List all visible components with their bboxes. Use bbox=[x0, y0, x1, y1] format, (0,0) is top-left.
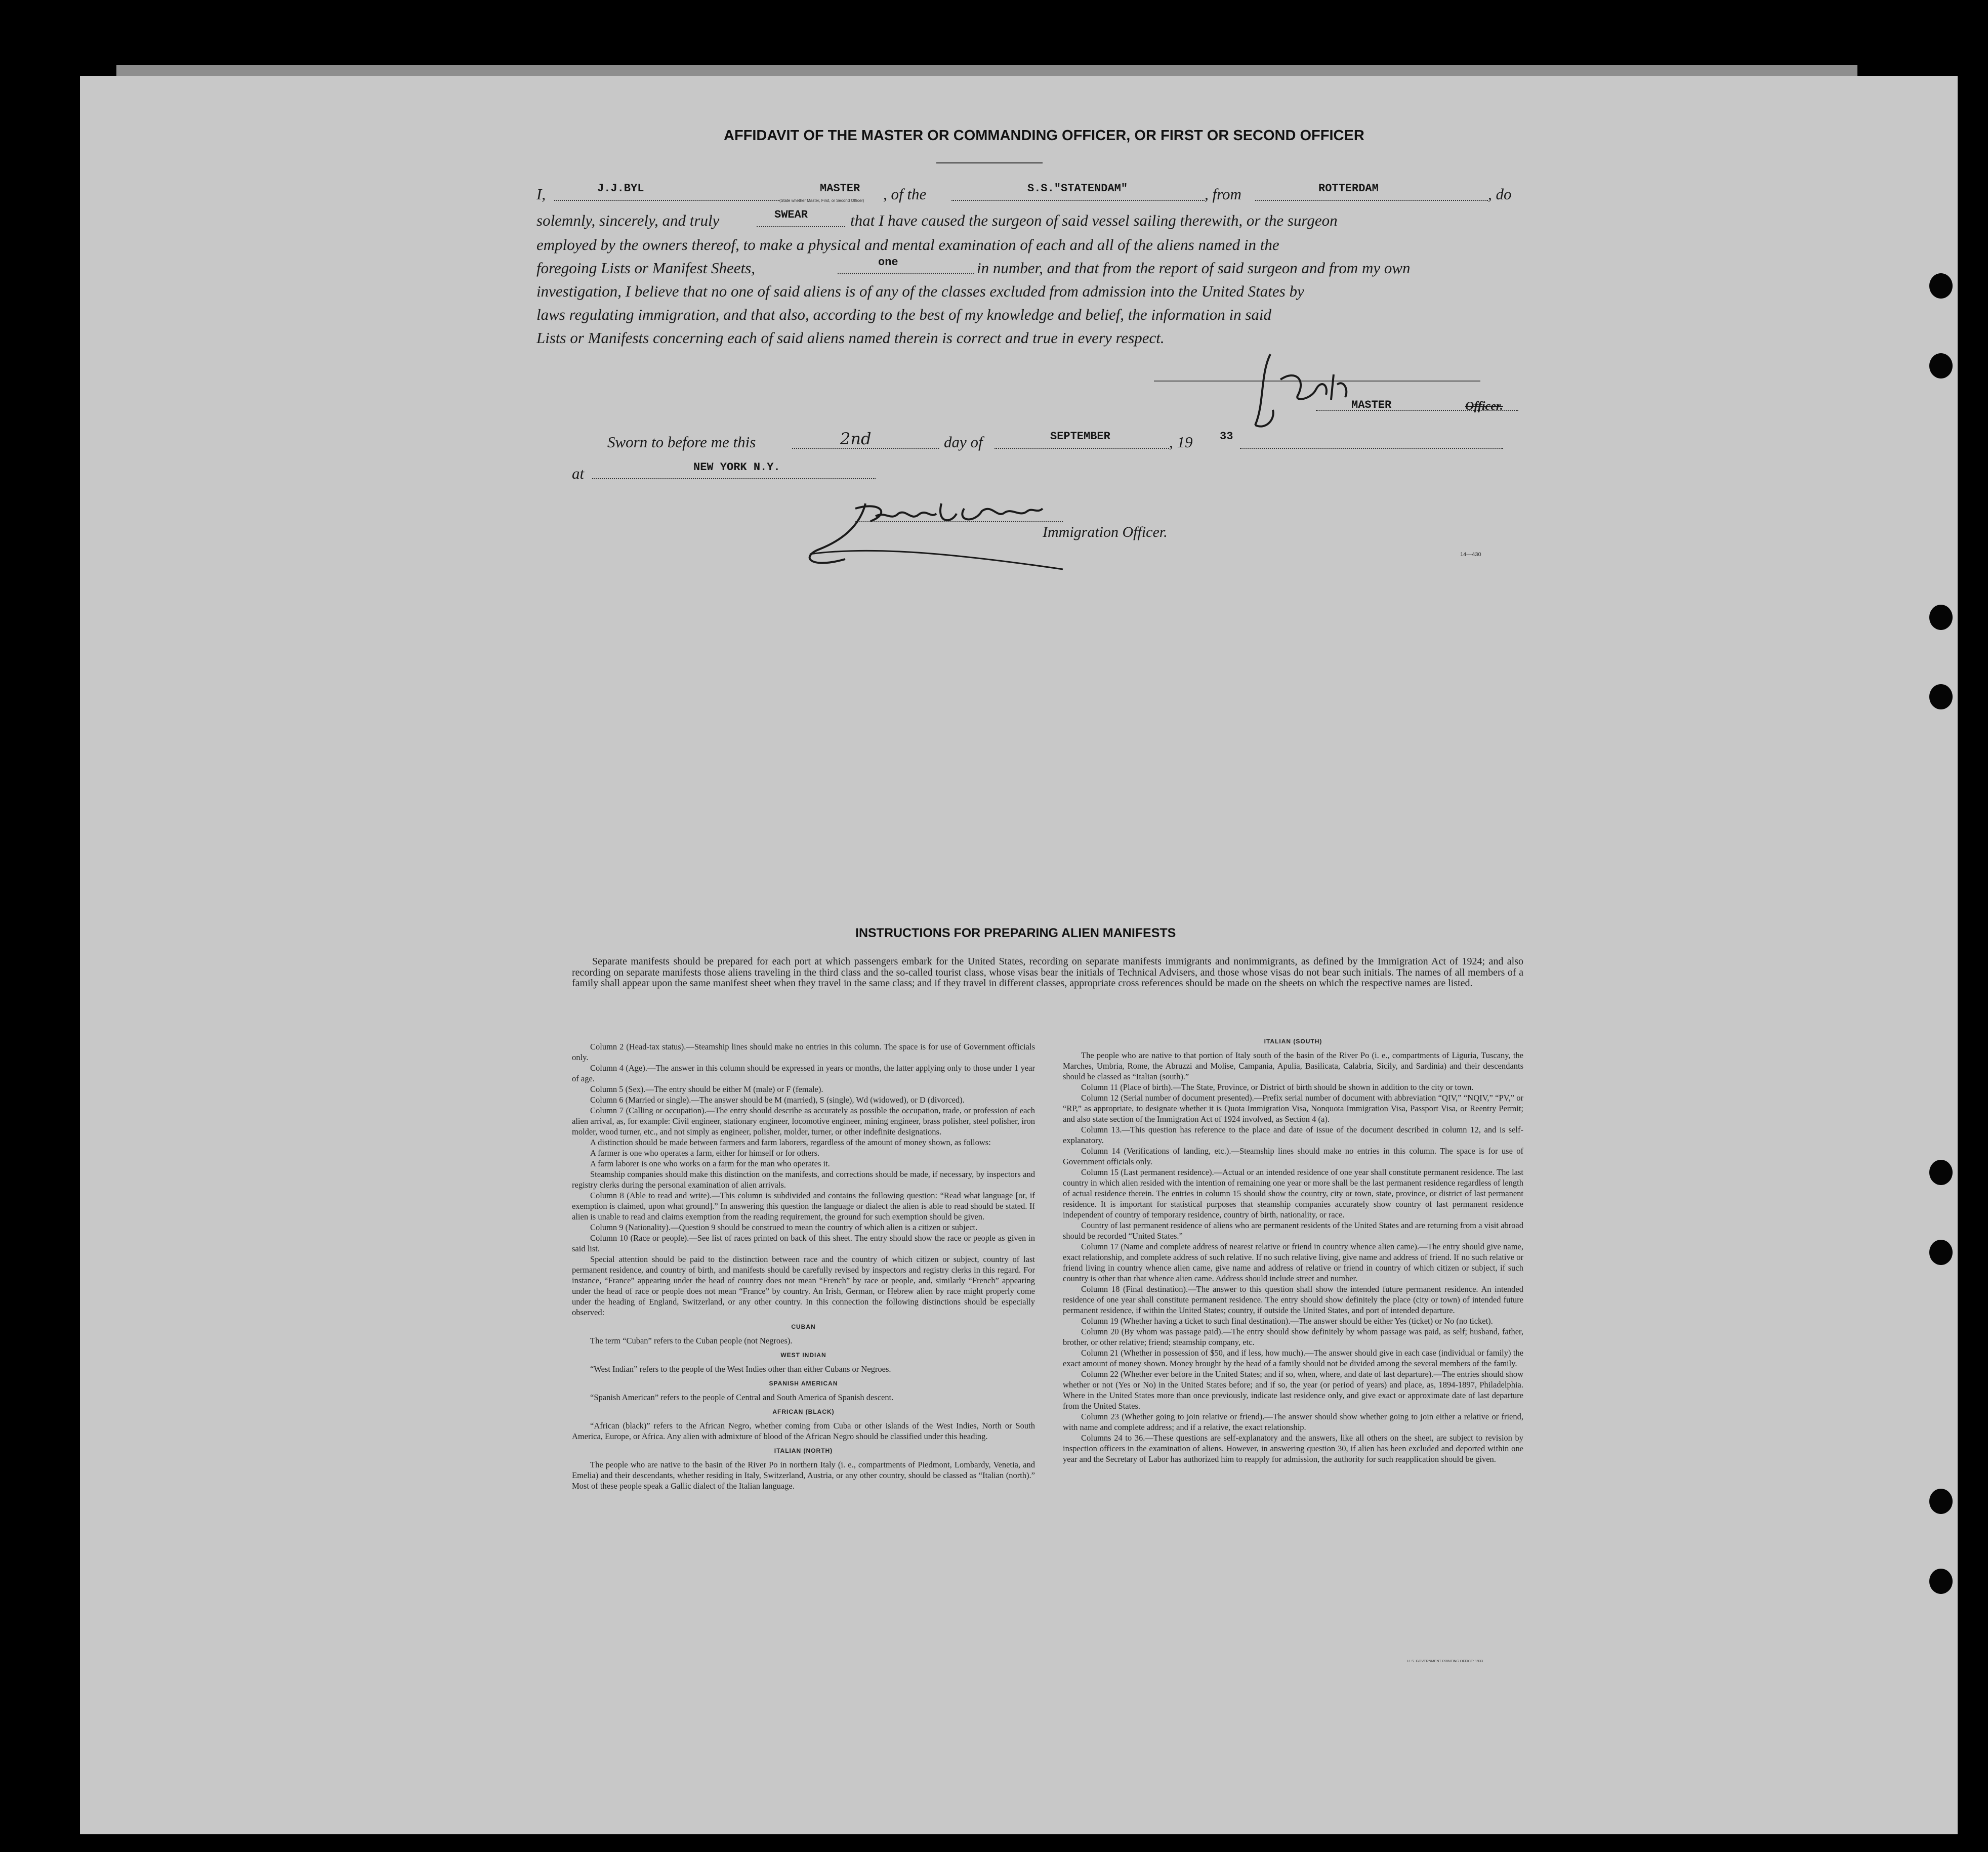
binder-hole bbox=[1929, 1240, 1953, 1265]
instruction-paragraph: A distinction should be made between farmers and farm laborers, regardless of the amount of money shown, as follows: bbox=[590, 1138, 991, 1147]
instruction-paragraph: Column 13.—This question has reference to the place and date of issue of the document described in column 12, and is self-explanatory. bbox=[1063, 1125, 1523, 1145]
instruction-paragraph: Column 20 (By whom was passage paid).—The entry should show definitely by whom passage was paid, as self; husband, father, brother, or other relative; friend; steamship company, etc. bbox=[1063, 1327, 1523, 1347]
master-rank: MASTER bbox=[820, 182, 860, 195]
sworn-year: 33 bbox=[1220, 430, 1233, 443]
binder-hole bbox=[1929, 605, 1953, 630]
race-heading: SPANISH AMERICAN bbox=[769, 1380, 838, 1387]
fill-line bbox=[554, 200, 779, 201]
day-of-label: day of bbox=[944, 433, 983, 451]
fill-line bbox=[951, 200, 1205, 201]
affidavit-title: AFFIDAVIT OF THE MASTER OR COMMANDING OFFICER, OR FIRST OR SECOND OFFICER bbox=[724, 128, 1364, 144]
line2-b: that I have caused the surgeon of said vessel sailing therewith, or the surgeon bbox=[850, 212, 1338, 229]
instruction-paragraph: Column 2 (Head-tax status).—Steamship lines should make no entries in this column. The space is for use of Government officials only. bbox=[572, 1042, 1035, 1062]
instruction-paragraph: Country of last permanent residence of aliens who are permanent residents of the United States and are returning from a visit abroad should be recorded “United States.” bbox=[1063, 1220, 1523, 1241]
departure-port: ROTTERDAM bbox=[1318, 182, 1379, 195]
signatory-title: MASTER bbox=[1351, 399, 1392, 411]
instruction-paragraph: Column 10 (Race or people).—See list of races printed on back of this sheet. The entry should show the race or people as given in said list. bbox=[572, 1233, 1035, 1253]
binder-hole bbox=[1929, 273, 1953, 299]
at-label: at bbox=[572, 465, 585, 482]
race-definition: “African (black)” refers to the African Negro, whether coming from Cuba or other islands of the West Indies, North or South America, Europe, or Africa. Any alien with admixture of blood of the African Negro should be classified under this heading. bbox=[572, 1421, 1035, 1441]
instruction-paragraph: Column 19 (Whether having a ticket to such final destination).—The answer should be either Yes (ticket) or No (no ticket). bbox=[1081, 1316, 1493, 1326]
instruction-paragraph: Column 11 (Place of birth).—The State, Province, or District of birth should be shown in addition to the city or town. bbox=[1081, 1082, 1474, 1092]
ship-name: S.S."STATENDAM" bbox=[1027, 182, 1128, 195]
instruction-paragraph: Column 7 (Calling or occupation).—The entry should describe as accurately as possible the occupation, trade, or profession of each alien arrival, as, for example: Civil engineer, stationary engineer, locomotive engineer, mining engineer, brass polisher, steel polisher, iron molder, wood turner, etc., and not simply as engineer, polisher, molder, turner, or other indefinite designations. bbox=[572, 1106, 1035, 1137]
line3: employed by the owners thereof, to make a physical and mental examination of each and all of the aliens named in the bbox=[536, 236, 1279, 254]
instructions-intro: Separate manifests should be prepared for each port at which passengers embark for the United States, recording on separate manifests immigrants and nonimmigrants, as defined by the Immigration Act of 1924; and also recording on separate manifests those aliens traveling in the third class and the so-called tourist class, whose visas bear the initials of Technical Advisers, and those whose visas do not bear such initials. The names of all members of a family shall appear upon the same manifest sheet when they travel in the same class; and if they travel in different classes, appropriate cross references should be made on the sheets on which the respective names are listed. bbox=[572, 956, 1523, 989]
instruction-paragraph: Column 17 (Name and complete address of nearest relative or friend in country whence alien came).—The entry should give name, exact relationship, and complete address of such relative. If no such relative living, give name and address of friend. If no such relative or friend living in country whence alien came, give name and address of relative or friend in country of which citizen or subject, if such country is other than that whence alien came. Address should include street and number. bbox=[1063, 1242, 1523, 1283]
oath-word: SWEAR bbox=[774, 208, 808, 221]
master-name: J.J.BYL bbox=[597, 182, 644, 195]
instruction-paragraph: Special attention should be paid to the distinction between race and the country of which citizen or subject, country of last permanent residence, and country of birth, and manifests should be carefully revised by inspectors and registry clerks in this regard. For instance, “France” appearing under the head of country does not mean “French” by race or people, and, similarly “French” appearing under the head of race or people does not mean “France” by country. An Irish, German, or Hebrew alien by race might properly come under the heading of England, Switzerland, or any other country. In this connection the following distinctions should be especially observed: bbox=[572, 1254, 1035, 1317]
top-edge-strip bbox=[116, 65, 1857, 77]
master-signature bbox=[1250, 344, 1372, 440]
instruction-paragraph: Column 4 (Age).—The answer in this column should be expressed in years or months, the latter applying only to those under 1 year of age. bbox=[572, 1063, 1035, 1083]
fill-line bbox=[1255, 200, 1488, 201]
instruction-paragraph: Column 21 (Whether in possession of $50, and if less, how much).—The answer should give in each case (individual or family) the exact amount of money shown. Money brought by the head of a family should not be divided among the several members of the family. bbox=[1063, 1348, 1523, 1368]
instructions-left-column bbox=[572, 1041, 1035, 1491]
fill-line bbox=[995, 448, 1169, 449]
instruction-paragraph: A farm laborer is one who works on a farm for the man who operates it. bbox=[590, 1159, 830, 1168]
officer-label: Officer. bbox=[1465, 400, 1503, 413]
race-heading: WEST INDIAN bbox=[780, 1352, 826, 1359]
line6: laws regulating immigration, and that also, according to the best of my knowledge and belief, the information in said bbox=[536, 306, 1272, 323]
sheet-count: one bbox=[878, 256, 898, 269]
i-label: I, bbox=[536, 185, 546, 203]
race-heading: ITALIAN (SOUTH) bbox=[1264, 1038, 1322, 1045]
race-definition: “Spanish American” refers to the people of Central and South America of Spanish descent. bbox=[590, 1393, 894, 1402]
binder-hole bbox=[1929, 1160, 1953, 1185]
instruction-paragraph: Column 6 (Married or single).—The answer should be M (married), S (single), Wd (widowed), or D (divorced). bbox=[590, 1095, 965, 1105]
race-heading: ITALIAN (NORTH) bbox=[774, 1447, 833, 1454]
instruction-paragraph: Column 18 (Final destination).—The answer to this question shall show the intended future permanent residence. An intended residence of one year shall constitute permanent residence. The entry should show definitely the place (city or town) of intended future permanent residence, if within the United States; country, if outside the United States, and port of intended departure. bbox=[1063, 1284, 1523, 1315]
race-definition: The term “Cuban” refers to the Cuban people (not Negroes). bbox=[590, 1336, 793, 1345]
instruction-paragraph: Column 15 (Last permanent residence).—Actual or an intended residence of one year shall constitute permanent residence. The last country in which alien resided with the intention of remaining one year or more shall be the last permanent residence regardless of length of actual residence therein. The entries in column 15 should show the country, city or town, state, province, or district of last permanent residence. It is important for statistical purposes that steamship companies accurately show country of last permanent residence independent of country of temporary residence, country of birth, nationality, or race. bbox=[1063, 1167, 1523, 1219]
race-definition: The people who are native to the basin of the River Po in northern Italy (i. e., compartments of Piedmont, Lombardy, Venetia, and Emelia) and their descendants, whether residing in Italy, Switzerland, Austria, or any other country, should be classed as “Italian (north).” Most of these people speak a Gallic dialect of the Italian language. bbox=[572, 1460, 1035, 1491]
fill-line bbox=[1240, 448, 1503, 449]
fill-line bbox=[757, 226, 845, 227]
sworn-month: SEPTEMBER bbox=[1050, 430, 1110, 443]
binder-hole bbox=[1929, 684, 1953, 709]
do-label: , do bbox=[1488, 185, 1512, 203]
instruction-paragraph: Columns 24 to 36.—These questions are self-explanatory and the answers, like all others on the sheet, are subject to revision by inspection officers in the examination of aliens. However, in answering question 30, if alien has been excluded and deported within one year and the Secretary of Labor has authorized him to reapply for admission, the authority for such reapplication should be given. bbox=[1063, 1433, 1523, 1464]
rank-note: (State whether Master, First, or Second Officer) bbox=[779, 198, 864, 203]
year-prefix: , 19 bbox=[1169, 433, 1193, 451]
fill-line bbox=[838, 273, 974, 274]
fill-line bbox=[592, 478, 876, 479]
instruction-paragraph: The people who are native to that portion of Italy south of the basin of the River Po (i. e., compartments of Liguria, Tuscany, the Marches, Umbria, Rome, the Abruzzi and Molise, Campania, Apulia, Basilicata, Calabria, Sicily, and Sardinia) and their descendants should be classed as “Italian (south).” bbox=[1063, 1050, 1523, 1081]
form-number: 14—430 bbox=[1460, 552, 1481, 558]
of-the-label: , of the bbox=[883, 185, 927, 203]
instruction-paragraph: Column 23 (Whether going to join relative or friend).—The answer should show whether going to join either a relative or friend, with name and complete address; and if a relative, the exact relationship. bbox=[1063, 1412, 1523, 1432]
instruction-paragraph: Column 8 (Able to read and write).—This column is subdivided and contains the following question: “Read what language [or, if exemption is claimed, upon what ground].” In answering this question the language or dialect the alien is able to read should be stated. If alien is unable to read and claims exemption from the reading requirement, the ground for such exemption should be given. bbox=[572, 1191, 1035, 1222]
line5: investigation, I believe that no one of said aliens is of any of the classes excluded from admission into the United States by bbox=[536, 282, 1304, 300]
sworn-day: 2nd bbox=[840, 429, 872, 448]
instruction-paragraph: Steamship companies should make this distinction on the manifests, and corrections should be made, if necessary, by inspectors and registry clerks during the personal examination of alien arrivals. bbox=[572, 1169, 1035, 1190]
line2-a: solemnly, sincerely, and truly bbox=[536, 212, 720, 229]
instruction-paragraph: Column 14 (Verifications of landing, etc.).—Steamship lines should make no entries in this column. The space is for use of Government officials only. bbox=[1063, 1146, 1523, 1166]
printing-office-note: U. S. GOVERNMENT PRINTING OFFICE: 1933 bbox=[1407, 1660, 1483, 1663]
instructions-right-column bbox=[1063, 1036, 1523, 1464]
instruction-paragraph: Column 12 (Serial number of document presented).—Prefix serial number of document with abbreviation “QIV,” “NQIV,” “PV,” or “RP,” as appropriate, to designate whether it is Quota Immigration Visa, Nonquota Immigration Visa, Passport Visa, or Reentry Permit; and also state section of the Immigration Act of 1924 involved, as Section 4 (a). bbox=[1063, 1093, 1523, 1124]
immigration-officer-label: Immigration Officer. bbox=[1043, 524, 1168, 540]
line4-a: foregoing Lists or Manifest Sheets, bbox=[536, 259, 755, 277]
officer-signature bbox=[790, 493, 1073, 579]
sworn-label: Sworn to before me this bbox=[607, 433, 756, 451]
title-rule bbox=[936, 162, 1043, 163]
sworn-place: NEW YORK N.Y. bbox=[693, 461, 780, 474]
line7: Lists or Manifests concerning each of said aliens named therein is correct and true in every respect. bbox=[536, 329, 1165, 347]
instruction-paragraph: A farmer is one who operates a farm, either for himself or for others. bbox=[590, 1148, 820, 1158]
binder-hole bbox=[1929, 353, 1953, 378]
instruction-paragraph: Column 9 (Nationality).—Question 9 should be construed to mean the country of which alien is a citizen or subject. bbox=[590, 1223, 978, 1232]
instruction-paragraph: Column 22 (Whether ever before in the United States; and if so, when, where, and date of last departure).—The entries should show whether or not (Yes or No) in the United States before; and if so, the year (or period of years) and place, as, 1894-1897, Philadelphia. Where in the United States more than once previously, indicate last residence only, and give exact or approximate date of last departure from the United States. bbox=[1063, 1369, 1523, 1411]
from-label: , from bbox=[1205, 185, 1241, 203]
race-definition: “West Indian” refers to the people of the West Indies other than either Cubans or Negroes. bbox=[590, 1364, 891, 1374]
binder-hole bbox=[1929, 1489, 1953, 1514]
instruction-paragraph: Column 5 (Sex).—The entry should be either M (male) or F (female). bbox=[590, 1084, 823, 1094]
line4-b: in number, and that from the report of said surgeon and from my own bbox=[977, 259, 1411, 277]
race-heading: AFRICAN (BLACK) bbox=[772, 1408, 835, 1415]
instructions-title: INSTRUCTIONS FOR PREPARING ALIEN MANIFESTS bbox=[855, 926, 1176, 940]
binder-hole bbox=[1929, 1569, 1953, 1594]
race-heading: CUBAN bbox=[791, 1323, 816, 1330]
